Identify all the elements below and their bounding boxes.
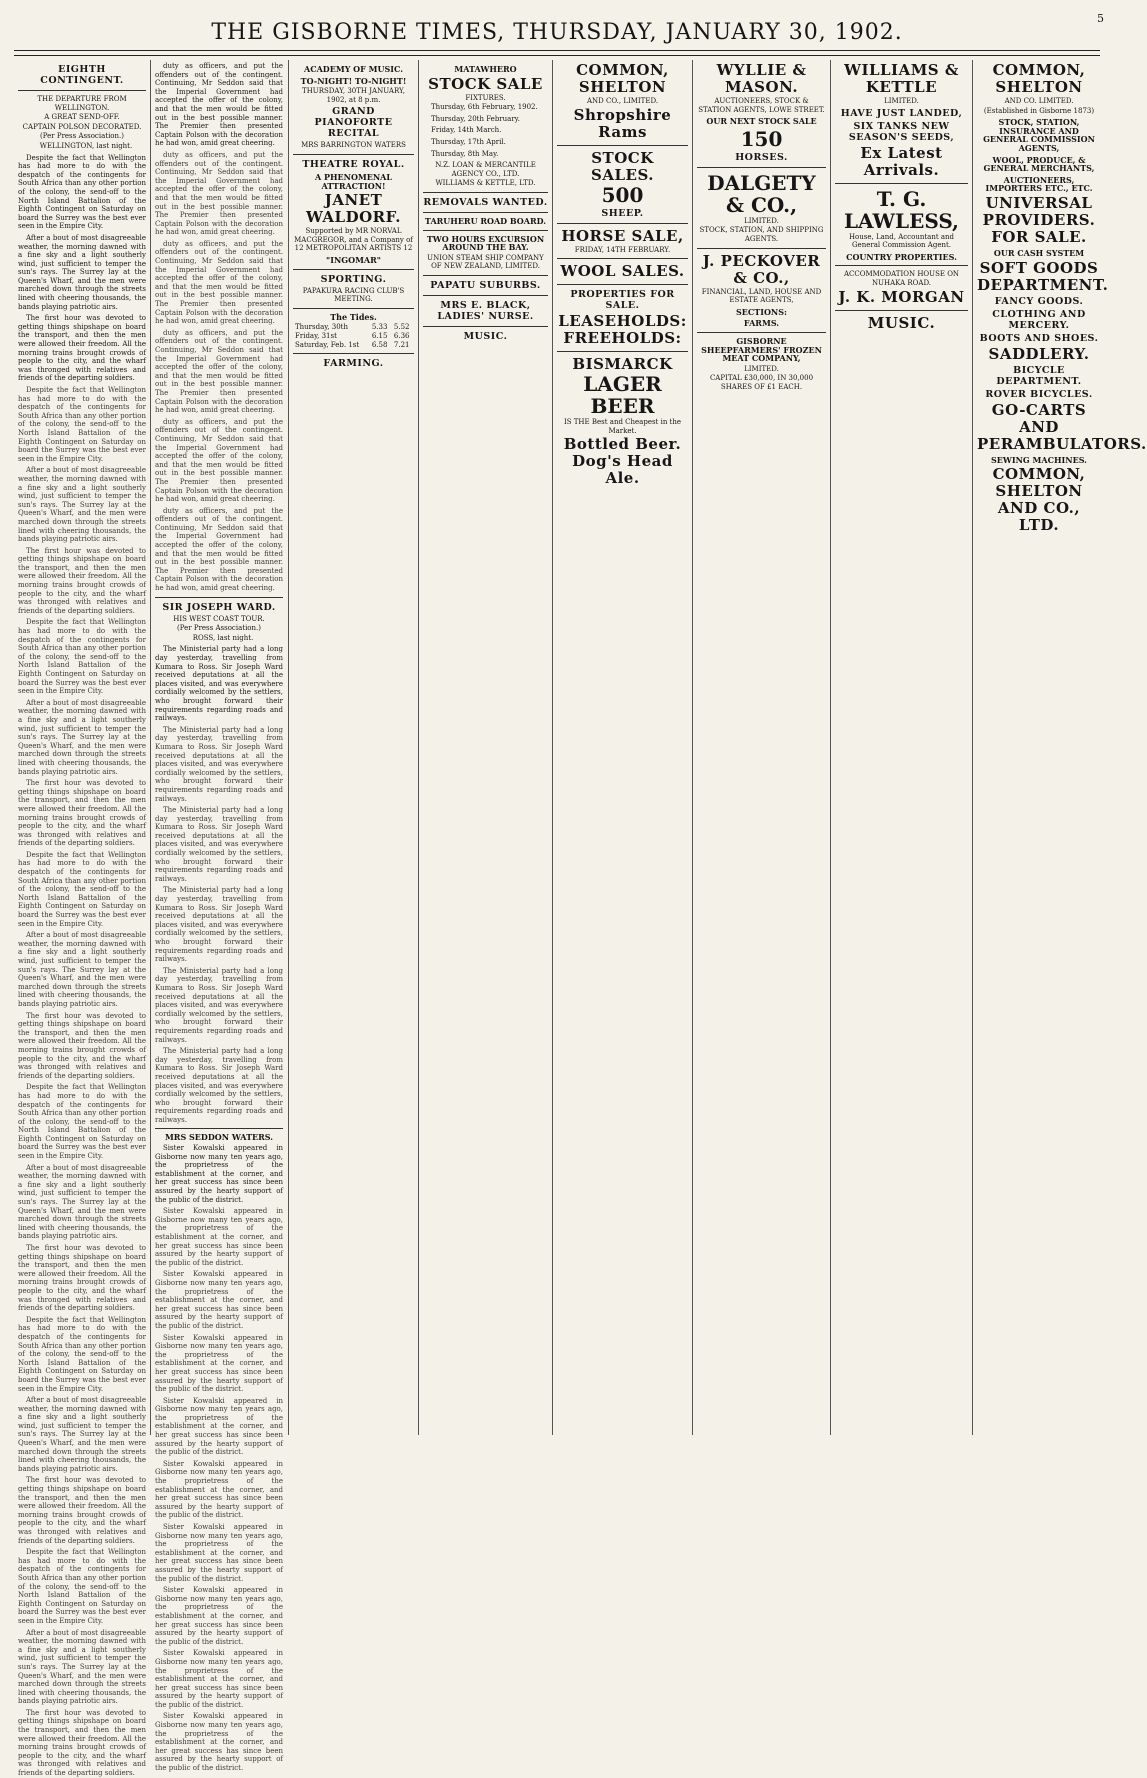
six-tanks: SIX TANKS NEW SEASON'S SEEDS,	[848, 120, 955, 143]
article-paragraph: duty as officers, and put the offenders out of the contingent. Continuing, Mr Seddon said that the Imperial Government had accepted the offer of the colony, and that the men would be fitted out in the best possible manner. The Premier then presented Captain Polson with the decoration he had won, amid great cheering.	[155, 506, 283, 593]
table-row: Friday, 31st 6.15 6.36	[295, 331, 410, 340]
article-paragraph: The Ministerial party had a long day yesterday, travelling from Kumara to Ross. Sir Joseph Ward received deputations at all the places visited, and was everywhere cordially welcomed by the settlers, who brought forward their requirements regarding roads and railways.	[155, 725, 283, 803]
bicycle-department: BICYCLE DEPARTMENT.	[996, 364, 1082, 387]
freeholds-heading: FREEHOLDS:	[563, 329, 682, 348]
attraction-line: A PHENOMENAL ATTRACTION!	[314, 171, 393, 191]
column-rule	[288, 60, 289, 1435]
rover-bicycles: ROVER BICYCLES.	[985, 388, 1093, 400]
article-paragraph: The Ministerial party had a long day yesterday, travelling from Kumara to Ross. Sir Joseph Ward received deputations at all the places visited, and was everywhere cordially welcomed by the settlers, who brought forward their requirements regarding roads and railways.	[155, 966, 283, 1044]
article-paragraph: Despite the fact that Wellington has had more to do with the despatch of the contingents for South Africa than any other portion of the colony, the send-off to the North Island Battalion of the Eighth Contingent on Saturday on board the Surrey was the best ever seen in the Empire City.	[18, 1083, 146, 1161]
sir-joseph-ward-heading: SIR JOSEPH WARD.	[162, 601, 276, 613]
paparatu-heading: PAPATU SUBURBS.	[430, 279, 541, 291]
article-paragraph: Sister Kowalski appeared in Gisborne now many ten years ago, the proprietress of the establishment at the corner, and her great success has since been assured by the hearty support of the public of the district.	[155, 1459, 283, 1520]
lawless-heading: T. G. LAWLESS,	[843, 186, 960, 233]
music-heading: MUSIC.	[463, 330, 508, 342]
sporting-heading: SPORTING.	[320, 273, 387, 285]
dogs-head-ale: Dog's Head Ale.	[572, 452, 673, 488]
bottled-beer: Bottled Beer.	[563, 435, 682, 454]
dalgety-limited: LIMITED.	[744, 216, 779, 225]
ingomar-title: "INGOMAR"	[326, 254, 381, 265]
wool-merchants: WOOL, PRODUCE, & GENERAL MERCHANTS,	[983, 154, 1095, 174]
horse-count: 150	[740, 126, 783, 151]
for-sale-heading: FOR SALE.	[991, 227, 1087, 246]
wool-sales-heading: WOOL SALES.	[560, 262, 685, 281]
page-number: 5	[1097, 12, 1104, 25]
leaseholds-heading: LEASEHOLDS:	[558, 312, 687, 331]
column-1	[18, 62, 146, 1778]
article-paragraph: The first hour was devoted to getting things shipshape on board the transport, and then the men were allowed their freedom. All the morning trains brought crowds of people to the city, and the wharf was thronged with relatives and friends of the departing soldiers.	[18, 546, 146, 615]
lager-heading: LAGER BEER	[583, 372, 662, 419]
article-paragraph: Sister Kowalski appeared in Gisborne now many ten years ago, the proprietress of the establishment at the corner, and her great success has since been assured by the hearty support of the public of the district.	[155, 1333, 283, 1394]
article-paragraph: The first hour was devoted to getting things shipshape on board the transport, and then the men were allowed their freedom. All the morning trains brought crowds of people to the city, and the wharf was thronged with relatives and friends of the departing soldiers.	[18, 314, 146, 383]
universal-providers: UNIVERSAL PROVIDERS.	[982, 193, 1096, 229]
press-credit: (Per Press Association.)	[40, 132, 124, 141]
union-company: UNION STEAM SHIP COMPANY OF NEW ZEALAND, LIMITED.	[427, 253, 544, 271]
bismarck-heading: BISMARCK	[572, 355, 673, 374]
excursion-heading: TWO HOURS EXCURSION AROUND THE BAY.	[426, 233, 545, 253]
article-paragraph: The first hour was devoted to getting things shipshape on board the transport, and then the men were allowed their freedom. All the morning trains brought crowds of people to the city, and the wharf was thronged with relatives and friends of the departing soldiers.	[18, 1011, 146, 1080]
column-rule	[830, 60, 831, 1435]
williams-kettle-limited: LIMITED.	[884, 97, 919, 105]
press-credit: (Per Press Association.)	[177, 624, 261, 633]
recital-heading: GRAND PIANOFORTE RECITAL	[314, 106, 393, 140]
wyllie-mason-heading: WYLLIE & MASON.	[716, 61, 807, 96]
performer: MRS BARRINGTON WATERS	[301, 141, 406, 150]
article-paragraph: After a bout of most disagreeable weather, the morning dawned with a fine sky and a light southerly wind, just sufficient to temper the sun's rays. The Surrey lay at the Queen's Wharf, and the men were marched down through the streets lined with cheering thousands, the bands playing patriotic airs.	[18, 1628, 146, 1706]
next-stock-sale: OUR NEXT STOCK SALE	[706, 116, 817, 127]
article-paragraph: Sister Kowalski appeared in Gisborne now many ten years ago, the proprietress of the establishment at the corner, and her great success has since been assured by the hearty support of the public of the district.	[155, 1144, 283, 1204]
sheep-word: SHEEP.	[601, 207, 644, 219]
list-item: Friday, 14th March.	[431, 126, 502, 135]
farms-heading: FARMS.	[743, 318, 780, 329]
common-shelton-sub: AND CO. LIMITED.	[1004, 97, 1074, 105]
masthead-title: THE GISBORNE TIMES, THURSDAY, JANUARY 30, 1902.	[211, 20, 903, 45]
footer-company: COMMON, SHELTON AND CO., LTD.	[992, 465, 1086, 535]
article-paragraph: The first hour was devoted to getting things shipshape on board the transport, and then the men were allowed their freedom. All the morning trains brought crowds of people to the city, and the wharf was thronged with relatives and friends of the departing soldiers.	[18, 1244, 146, 1313]
removals-heading: REMOVALS WANTED.	[423, 196, 548, 208]
column-5	[557, 62, 688, 1432]
article-paragraph: Despite the fact that Wellington has had more to do with the despatch of the contingents for South Africa than any other portion of the colony, the send-off to the North Island Battalion of the Eighth Contingent on Saturday on board the Surrey was the best ever seen in the Empire City.	[18, 1315, 146, 1393]
horses-word: HORSES.	[735, 151, 788, 163]
article-paragraph: Despite the fact that Wellington has had more to do with the despatch of the contingents for South Africa than any other portion of the colony, the send-off to the North Island Battalion of the Eighth Contingent on Saturday on board the Surrey was the best ever seen in the Empire City.	[18, 618, 146, 696]
country-properties: COUNTRY PROPERTIES.	[846, 251, 957, 262]
clothing-mercery: CLOTHING AND MERCERY.	[992, 308, 1086, 331]
article-paragraph: The first hour was devoted to getting things shipshape on board the transport, and then the men were allowed their freedom. All the morning trains brought crowds of people to the city, and the wharf was thronged with relatives and friends of the departing soldiers.	[18, 1708, 146, 1778]
company-line: Supported by MR NORVAL MACGREGOR, and a Company of 12 METROPOLITAN ARTISTS 12	[294, 227, 413, 253]
column-2	[155, 62, 283, 1773]
stock-sale-heading: STOCK SALE	[428, 74, 543, 93]
article-paragraph: The Ministerial party had a long day yesterday, travelling from Kumara to Ross. Sir Joseph Ward received deputations at all the places visited, and was everywhere cordially welcomed by the settlers, who brought forward their requirements regarding roads and railways.	[155, 1047, 283, 1124]
article-paragraph: After a bout of most disagreeable weather, the morning dawned with a fine sky and a light southerly wind, just sufficient to temper the sun's rays. The Surrey lay at the Queen's Wharf, and the men were marched down through the streets lined with cheering thousands, the bands playing patriotic airs.	[18, 1396, 146, 1473]
article-subheading: THE DEPARTURE FROM WELLINGTON.	[37, 95, 127, 112]
article-paragraph: duty as officers, and put the offenders out of the contingent. Continuing, Mr Seddon said that the Imperial Government had accepted the offer of the colony, and that the men would be fitted out in the best possible manner. The Premier then presented Captain Polson with the decoration he had won, amid great cheering.	[155, 62, 283, 148]
williams-kettle-heading: WILLIAMS & KETTLE	[844, 61, 959, 96]
shropshire-heading: Shropshire Rams	[573, 105, 672, 141]
boots-shoes: BOOTS AND SHOES.	[979, 332, 1099, 344]
column-rule	[418, 60, 419, 1435]
article-paragraph: After a bout of most disagreeable weather, the morning dawned with a fine sky and a light southerly wind, just sufficient to temper the sun's rays. The Surrey lay at the Queen's Wharf, and the men were marched down through the streets lined with cheering thousands, the bands playing patriotic airs.	[18, 233, 146, 311]
article-paragraph: duty as officers, and put the offenders out of the contingent. Continuing, Mr Seddon said that the Imperial Government had accepted the offer of the colony, and that the men would be fitted out in the best possible manner. The Premier then presented Captain Polson with the decoration he had won, amid great cheering.	[155, 150, 283, 237]
column-3	[293, 62, 414, 1432]
peckover-heading: J. PECKOVER & CO.,	[702, 251, 821, 287]
wyllie-mason-sub: AUCTIONEERS, STOCK & STATION AGENTS, LOWE STREET.	[698, 97, 825, 114]
seddon-waters-heading: MRS SEDDON WATERS.	[164, 1132, 274, 1143]
column-7	[835, 62, 968, 1432]
fancy-goods: FANCY GOODS.	[994, 295, 1084, 307]
stock-sales-heading: STOCK SALES.	[591, 148, 654, 184]
article-paragraph: Sister Kowalski appeared in Gisborne now many ten years ago, the proprietress of the establishment at the corner, and her great success has since been assured by the hearty support of the public of the district.	[155, 1712, 283, 1773]
article-paragraph: Despite the fact that Wellington has had more to do with the despatch of the contingents for South Africa than any other portion of the colony, the send-off to the North Island Battalion of the Eighth Contingent on Saturday on board the Surrey was the best ever seen in the Empire City.	[18, 850, 146, 928]
dateline: WELLINGTON, last night.	[39, 141, 133, 150]
cash-system: OUR CASH SYSTEM	[993, 247, 1085, 258]
article-paragraph: The first hour was devoted to getting things shipshape on board the transport, and then the men were allowed their freedom. All the morning trains brought crowds of people to the city, and the wharf was thronged with relatives and friends of the departing soldiers.	[18, 779, 146, 848]
article-paragraph: Sister Kowalski appeared in Gisborne now many ten years ago, the proprietress of the establishment at the corner, and her great success has since been assured by the hearty support of the public of the district.	[155, 1523, 283, 1583]
article-paragraph: The Ministerial party had a long day yesterday, travelling from Kumara to Ross. Sir Joseph Ward received deputations at all the places visited, and was everywhere cordially welcomed by the settlers, who brought forward their requirements regarding roads and railways.	[155, 806, 283, 883]
common-shelton-heading: COMMON, SHELTON	[576, 61, 669, 96]
taruheru-heading: TARUHERU ROAD BOARD.	[424, 215, 547, 226]
fixtures-heading: FIXTURES.	[465, 93, 506, 102]
eighth-contingent-heading: EIGHTH CONTINGENT.	[40, 64, 124, 86]
list-item: Thursday, 20th February.	[431, 114, 520, 123]
academy-heading: ACADEMY OF MUSIC.	[304, 64, 403, 74]
properties-heading: PROPERTIES FOR SALE.	[570, 289, 675, 312]
article-paragraph: duty as officers, and put the offenders out of the contingent. Continuing, Mr Seddon said that the Imperial Government had accepted the offer of the colony, and that the men would be fitted out in the best possible manner. The Premier then presented Captain Polson with the decoration he had won, amid great cheering.	[155, 328, 283, 415]
article-subheading-3: CAPTAIN POLSON DECORATED.	[22, 122, 142, 131]
article-paragraph: Sister Kowalski appeared in Gisborne now many ten years ago, the proprietress of the establishment at the corner, and her great success has since been assured by the hearty support of the public of the district.	[155, 1207, 283, 1267]
agency-name: WILLIAMS & KETTLE, LTD.	[435, 179, 536, 188]
table-row: Saturday, Feb. 1st 6.58 7.21	[295, 340, 410, 349]
list-item: Thursday, 6th February, 1902.	[431, 103, 538, 112]
event-date: THURSDAY, 30TH JANUARY, 1902, at 8 p.m.	[302, 87, 405, 104]
farming-heading: FARMING.	[323, 358, 384, 370]
column-6	[697, 62, 826, 1432]
article-paragraph: The Ministerial party had a long day yesterday, travelling from Kumara to Ross. Sir Joseph Ward received deputations at all the places visited, and was everywhere cordially welcomed by the settlers, who brought forward their requirements regarding roads and railways.	[155, 886, 283, 964]
just-landed: HAVE JUST LANDED,	[840, 107, 963, 119]
go-carts: GO-CARTS AND PERAMBULATORS.	[977, 400, 1147, 453]
sheep-count: 500	[601, 182, 644, 207]
table-row: Thursday, 30th 5.33 5.52	[295, 323, 410, 332]
article-subheading-2: A GREAT SEND-OFF.	[44, 113, 120, 122]
sheepfarmers-heading: GISBORNE SHEEPFARMERS' FROZEN MEAT COMPANY,	[701, 335, 822, 364]
article-paragraph: After a bout of most disagreeable weather, the morning dawned with a fine sky and a light southerly wind, just sufficient to temper the sun's rays. The Surrey lay at the Queen's Wharf, and the men were marched down through the streets lined with cheering thousands, the bands playing patriotic airs.	[18, 931, 146, 1008]
soft-goods: SOFT GOODS DEPARTMENT.	[977, 258, 1109, 294]
article-paragraph: After a bout of most disagreeable weather, the morning dawned with a fine sky and a light southerly wind, just sufficient to temper the sun's rays. The Surrey lay at the Queen's Wharf, and the men were marched down through the streets lined with cheering thousands, the bands playing patriotic airs.	[18, 466, 146, 544]
article-paragraph: Despite the fact that Wellington has had more to do with the despatch of the contingents for South Africa than any other portion of the colony, the send-off to the North Island Battalion of the Eighth Contingent on Saturday on board the Surrey was the best ever seen in the Empire City.	[18, 153, 146, 231]
article-paragraph: After a bout of most disagreeable weather, the morning dawned with a fine sky and a light southerly wind, just sufficient to temper the sun's rays. The Surrey lay at the Queen's Wharf, and the men were marched down through the streets lined with cheering thousands, the bands playing patriotic airs.	[18, 698, 146, 776]
column-4	[423, 62, 548, 1432]
tides-heading: The Tides.	[330, 311, 377, 322]
music-heading: MUSIC.	[867, 313, 936, 332]
waldorf-name: JANET WALDORF.	[306, 191, 401, 227]
article-paragraph: The first hour was devoted to getting things shipshape on board the transport, and then the men were allowed their freedom. All the morning trains brought crowds of people to the city, and the wharf was thronged with relatives and friends of the departing soldiers.	[18, 1476, 146, 1545]
article-paragraph: Sister Kowalski appeared in Gisborne now many ten years ago, the proprietress of the establishment at the corner, and her great success has since been assured by the hearty support of the public of the district.	[155, 1586, 283, 1646]
tides-table	[293, 323, 414, 349]
article-paragraph: Despite the fact that Wellington has had more to do with the despatch of the contingents for South Africa than any other portion of the colony, the send-off to the North Island Battalion of the Eighth Contingent on Saturday on board the Surrey was the best ever seen in the Empire City.	[18, 1548, 146, 1625]
papakura-heading: PAPAKURA RACING CLUB'S MEETING.	[302, 286, 405, 304]
article-paragraph: duty as officers, and put the offenders out of the contingent. Continuing, Mr Seddon said that the Imperial Government had accepted the offer of the colony, and that the men would be fitted out in the best possible manner. The Premier then presented Captain Polson with the decoration he had won, amid great cheering.	[155, 239, 283, 326]
dateline: ROSS, last night.	[192, 633, 254, 642]
column-rule	[692, 60, 693, 1435]
theatre-royal-heading: THEATRE ROYAL.	[302, 158, 405, 170]
list-item: Thursday, 8th May.	[431, 149, 499, 158]
lager-tagline: IS THE Best and Cheapest in the Market.	[563, 418, 682, 435]
common-shelton-sub: AND CO., LIMITED.	[586, 97, 659, 105]
capital-line: CAPITAL £30,000, IN 30,000 SHARES OF £1 EACH.	[709, 374, 814, 391]
nurse-heading: MRS E. BLACK, LADIES' NURSE.	[437, 299, 534, 322]
article-paragraph: After a bout of most disagreeable weather, the morning dawned with a fine sky and a light southerly wind, just sufficient to temper the sun's rays. The Surrey lay at the Queen's Wharf, and the men were marched down through the streets lined with cheering thousands, the bands playing patriotic airs.	[18, 1163, 146, 1241]
article-paragraph: Sister Kowalski appeared in Gisborne now many ten years ago, the proprietress of the establishment at the corner, and her great success has since been assured by the hearty support of the public of the district.	[155, 1649, 283, 1709]
matawhero-heading: MATAWHERO	[454, 64, 517, 74]
column-rule	[972, 60, 973, 1435]
auctioneers: AUCTIONEERS, IMPORTERS ETC., ETC.	[985, 174, 1093, 194]
accommodation-heading: ACCOMMODATION HOUSE ON NUHAKA ROAD.	[843, 270, 960, 287]
article-paragraph: Sister Kowalski appeared in Gisborne now many ten years ago, the proprietress of the establishment at the corner, and her great success has since been assured by the hearty support of the public of the district.	[155, 1396, 283, 1457]
article-paragraph: The Ministerial party had a long day yesterday, travelling from Kumara to Ross. Sir Joseph Ward received deputations at all the places visited, and was everywhere cordially welcomed by the settlers, who brought forward their requirements regarding roads and railways.	[155, 645, 283, 723]
common-shelton-heading: COMMON, SHELTON	[992, 61, 1086, 96]
column-8	[977, 61, 1147, 1432]
sewing-machines: SEWING MACHINES.	[991, 454, 1087, 465]
tonight-line: TO-NIGHT! TO-NIGHT!	[300, 75, 407, 86]
lawless-sub: House, Land, Accountant and General Commission Agent.	[848, 232, 955, 250]
established-line: (Established in Gisborne 1873)	[983, 106, 1095, 115]
morgan-name: J. K. MORGAN	[838, 287, 965, 306]
article-paragraph: Sister Kowalski appeared in Gisborne now many ten years ago, the proprietress of the establishment at the corner, and her great success has since been assured by the hearty support of the public of the district.	[155, 1270, 283, 1330]
dalgety-agents: STOCK, STATION, AND SHIPPING AGENTS.	[699, 226, 824, 243]
horse-sale-heading: HORSE SALE,	[561, 226, 684, 245]
column-rule	[552, 60, 553, 1435]
dalgety-heading: DALGETY & CO.,	[707, 170, 816, 217]
list-item: Thursday, 17th April.	[431, 137, 506, 146]
agency-name: N.Z. LOAN & MERCANTILE AGENCY CO., LTD.	[435, 161, 536, 178]
column-rule	[150, 60, 151, 1435]
sheepfarmers-limited: LIMITED.	[744, 364, 779, 373]
latest-arrivals: Ex Latest Arrivals.	[860, 143, 943, 179]
sections-heading: SECTIONS:	[736, 306, 787, 317]
masthead-rule-lower	[14, 55, 1100, 56]
saddlery: SADDLERY.	[988, 344, 1090, 363]
article-subheading: HIS WEST COAST TOUR.	[173, 614, 265, 623]
horse-sale-date: FRIDAY, 14TH FEBRUARY.	[574, 245, 671, 254]
peckover-sub: FINANCIAL, LAND, HOUSE AND ESTATE AGENTS,	[701, 287, 822, 305]
article-paragraph: duty as officers, and put the offenders out of the contingent. Continuing, Mr Seddon said that the Imperial Government had accepted the offer of the colony, and that the men would be fitted out in the best possible manner. The Premier then presented Captain Polson with the decoration he had won, amid great cheering.	[155, 417, 283, 504]
stock-agents: STOCK, STATION, INSURANCE AND GENERAL COMMISSION AGENTS,	[983, 117, 1095, 153]
masthead-rule	[14, 50, 1100, 51]
article-paragraph: Despite the fact that Wellington has had more to do with the despatch of the contingents for South Africa than any other portion of the colony, the send-off to the North Island Battalion of the Eighth Contingent on Saturday on board the Surrey was the best ever seen in the Empire City.	[18, 386, 146, 463]
